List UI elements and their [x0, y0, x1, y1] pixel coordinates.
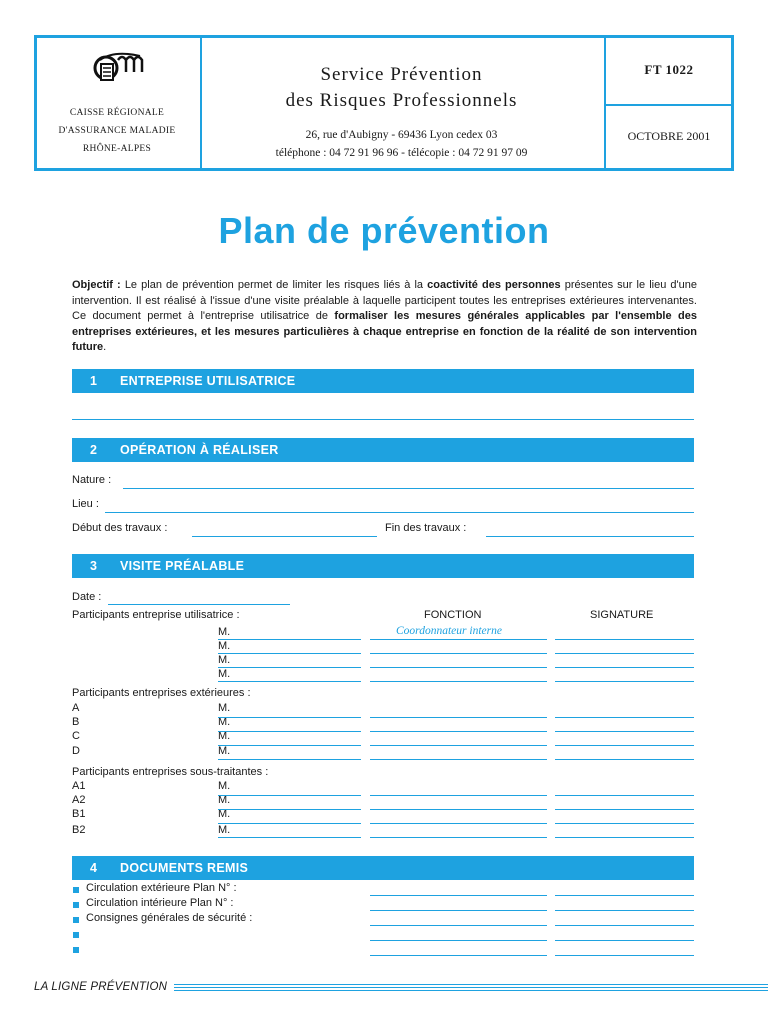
document-extra-field[interactable]: [555, 925, 694, 926]
document-row: [0, 927, 768, 941]
signature-field[interactable]: [555, 823, 694, 824]
objective-bold: coactivité des personnes: [427, 279, 561, 291]
org-line: D'ASSURANCE MALADIE: [58, 126, 176, 136]
section-label: VISITE PRÉALABLE: [120, 559, 245, 573]
st-participant-row: [0, 824, 768, 838]
fonction-field[interactable]: [370, 759, 547, 760]
nature-field[interactable]: [123, 488, 694, 489]
st-participants-label: Participants entreprises sous-traitantes :: [72, 766, 269, 778]
signature-field[interactable]: [555, 653, 694, 654]
fonction-field[interactable]: [370, 653, 547, 654]
bullet-square-icon: [73, 947, 79, 953]
nature-label: Nature :: [72, 474, 112, 486]
ext-participants-label: Participants entreprises extérieures :: [72, 687, 251, 699]
company-code: A1: [72, 780, 86, 792]
fonction-field[interactable]: [370, 639, 547, 640]
service-line: Service Prévention: [320, 64, 483, 85]
footer-rule: [174, 987, 768, 988]
name-field[interactable]: [218, 717, 361, 718]
name-field[interactable]: [218, 667, 361, 668]
eu-participant-row: [0, 640, 768, 654]
signature-field[interactable]: [555, 667, 694, 668]
document-ref-field[interactable]: [370, 925, 547, 926]
document-row: [0, 912, 768, 926]
monsieur-label: M.: [218, 808, 231, 820]
debut-field[interactable]: [192, 536, 377, 537]
name-field[interactable]: [218, 653, 361, 654]
objective-bold: formaliser les mesures générales applicables par l'ensemble des entreprises extérieures, et les mesures particulières à chaque entreprise en fonction de la réalité de son intervention future: [72, 310, 697, 353]
bullet-square-icon: [73, 902, 79, 908]
cram-logo-icon: [92, 50, 148, 90]
eu-participants-label: Participants entreprise utilisatrice :: [72, 609, 240, 621]
section-3-header: [72, 554, 694, 578]
eu-participant-row: [0, 668, 768, 682]
document-ref: FT 1022: [644, 62, 694, 77]
entreprise-utilisatrice-field[interactable]: [72, 419, 694, 420]
org-line: RHÔNE-ALPES: [82, 144, 152, 154]
company-code: B1: [72, 808, 86, 820]
phone: téléphone : 04 72 91 96 96 - télécopie : 04 72 91 97 09: [275, 147, 528, 159]
monsieur-label: M.: [218, 716, 231, 728]
monsieur-label: M.: [218, 640, 231, 652]
document-date: OCTOBRE 2001: [627, 129, 711, 143]
eu-participant-row: [0, 654, 768, 668]
ext-participant-row: [0, 730, 768, 744]
bullet-square-icon: [73, 932, 79, 938]
document-ref-field[interactable]: [370, 955, 547, 956]
objective-paragraph: [72, 278, 697, 356]
st-participant-row: [0, 794, 768, 808]
eu-participant-row: [0, 626, 768, 640]
monsieur-label: M.: [218, 794, 231, 806]
org-line: CAISSE RÉGIONALE: [69, 108, 165, 118]
name-field[interactable]: [218, 795, 361, 796]
document-extra-field[interactable]: [555, 910, 694, 911]
monsieur-label: M.: [218, 626, 231, 638]
lieu-label: Lieu :: [72, 498, 99, 510]
signature-field[interactable]: [555, 717, 694, 718]
signature-field[interactable]: [555, 731, 694, 732]
page-title: Plan de prévention: [218, 210, 550, 251]
section-number: 3: [90, 559, 98, 573]
name-field[interactable]: [218, 745, 361, 746]
st-participant-row: [0, 780, 768, 794]
monsieur-label: M.: [218, 654, 231, 666]
section-4-header: [72, 856, 694, 880]
section-number: 4: [90, 861, 98, 875]
document-ref-field[interactable]: [370, 895, 547, 896]
name-field[interactable]: [218, 731, 361, 732]
signature-field[interactable]: [555, 809, 694, 810]
signature-field[interactable]: [555, 837, 694, 838]
document-row: [0, 882, 768, 896]
section-number: 2: [90, 443, 98, 457]
fonction-field[interactable]: [370, 717, 547, 718]
ext-participant-row: [0, 716, 768, 730]
footer-rule: [174, 984, 768, 985]
document-label: Consignes générales de sécurité :: [86, 912, 253, 924]
section-1-header: [72, 369, 694, 393]
signature-column-header: SIGNATURE: [590, 609, 654, 621]
signature-field[interactable]: [555, 681, 694, 682]
document-extra-field[interactable]: [555, 895, 694, 896]
monsieur-label: M.: [218, 668, 231, 680]
section-label: ENTREPRISE UTILISATRICE: [120, 374, 296, 388]
monsieur-label: M.: [218, 780, 231, 792]
fonction-field[interactable]: [370, 745, 547, 746]
address: 26, rue d'Aubigny - 69436 Lyon cedex 03: [305, 129, 498, 141]
service-title: [200, 62, 603, 114]
name-field[interactable]: [218, 639, 361, 640]
document-extra-field[interactable]: [555, 955, 694, 956]
section-label: OPÉRATION À RÉALISER: [120, 443, 279, 457]
ext-participant-row: [0, 745, 768, 759]
signature-field[interactable]: [555, 639, 694, 640]
bullet-square-icon: [73, 887, 79, 893]
lieu-field[interactable]: [105, 512, 694, 513]
fonction-field[interactable]: [370, 809, 547, 810]
company-code: B: [72, 716, 80, 728]
document-row: [0, 942, 768, 956]
monsieur-label: M.: [218, 745, 231, 757]
name-field[interactable]: [218, 681, 361, 682]
document-extra-field[interactable]: [555, 940, 694, 941]
document-label: Circulation extérieure Plan N° :: [86, 882, 237, 894]
debut-label: Début des travaux :: [72, 522, 168, 534]
fonction-value: Coordonnateur interne: [396, 625, 502, 637]
document-row: [0, 897, 768, 911]
section-number: 1: [90, 374, 98, 388]
service-contact: [200, 126, 603, 162]
name-field[interactable]: [218, 759, 361, 760]
company-code: B2: [72, 824, 86, 836]
footer-label: LA LIGNE PRÉVENTION: [34, 981, 168, 993]
fin-field[interactable]: [486, 536, 694, 537]
signature-field[interactable]: [555, 795, 694, 796]
footer-rule: [174, 990, 768, 991]
monsieur-label: M.: [218, 824, 231, 836]
fonction-field[interactable]: [370, 681, 547, 682]
st-participant-row: [0, 808, 768, 822]
fonction-field[interactable]: [370, 667, 547, 668]
fonction-field[interactable]: [370, 731, 547, 732]
monsieur-label: M.: [218, 730, 231, 742]
fonction-column-header: FONCTION: [424, 609, 482, 621]
name-field[interactable]: [218, 837, 361, 838]
service-line: des Risques Professionnels: [285, 90, 518, 111]
objective-text: présentes sur le lieu d'une intervention. Il est réalisé à l'issue d'une visite préalable à laquelle participent toutes les entreprises extérieures intervenantes. Ce document permet à l'entreprise utilisatrice de: [72, 279, 698, 322]
section-2-header: [72, 438, 694, 462]
company-code: A2: [72, 794, 86, 806]
document-ref-field[interactable]: [370, 910, 547, 911]
ext-participant-row: [0, 702, 768, 716]
fonction-field[interactable]: [370, 795, 547, 796]
company-code: C: [72, 730, 80, 742]
signature-field[interactable]: [555, 745, 694, 746]
document-label: Circulation intérieure Plan N° :: [86, 897, 234, 909]
monsieur-label: M.: [218, 702, 231, 714]
org-name: [37, 104, 197, 158]
bullet-square-icon: [73, 917, 79, 923]
name-field[interactable]: [218, 809, 361, 810]
fonction-field[interactable]: [370, 837, 547, 838]
section-label: DOCUMENTS REMIS: [120, 861, 249, 875]
objective-text: .: [103, 341, 107, 353]
document-ref-field[interactable]: [370, 940, 547, 941]
objective-label: Objectif :: [72, 279, 121, 291]
name-field[interactable]: [218, 823, 361, 824]
company-code: D: [72, 745, 80, 757]
fin-label: Fin des travaux :: [385, 522, 467, 534]
signature-field[interactable]: [555, 759, 694, 760]
objective-text: Le plan de prévention permet de limiter les risques liés à la: [120, 279, 428, 291]
fonction-field[interactable]: [370, 823, 547, 824]
company-code: A: [72, 702, 80, 714]
date-label: Date :: [72, 591, 102, 603]
date-field[interactable]: [108, 604, 290, 605]
